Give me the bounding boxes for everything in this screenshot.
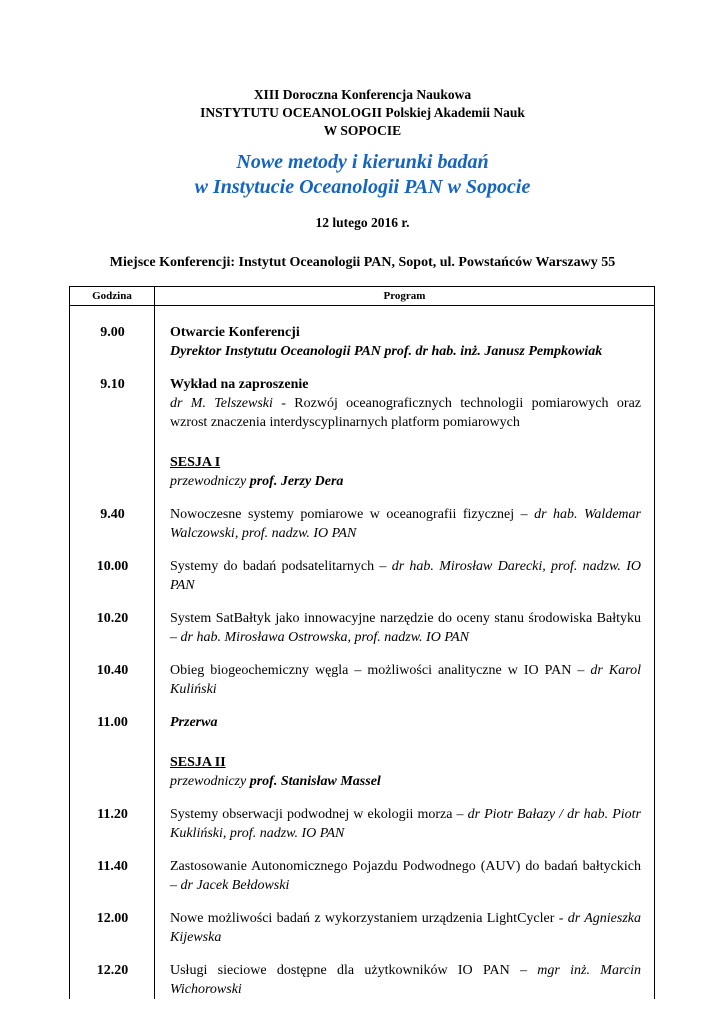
- program-paragraph: [170, 342, 641, 361]
- text-segment: Otwarcie Konferencji: [170, 325, 300, 340]
- program-cell: [155, 609, 654, 647]
- text-segment: dr hab. Mirosława Ostrowska, prof. nadzw. IO PAN: [180, 630, 469, 645]
- text-segment: SESJA II: [170, 755, 226, 770]
- text-segment: Dyrektor Instytutu Oceanologii PAN prof. dr hab. inż. Janusz Pempkowiak: [170, 344, 603, 359]
- time-cell: 11.00: [97, 715, 128, 730]
- program-cell: [155, 661, 654, 699]
- program-row: [70, 453, 654, 491]
- program-cell: [155, 323, 654, 361]
- text-segment: Wykład na zaproszenie: [170, 377, 309, 392]
- time-cell: [70, 453, 155, 491]
- text-segment: Nowoczesne systemy pomiarowe w oceanografii fizycznej –: [170, 507, 535, 522]
- program-row: [70, 805, 654, 843]
- program-row: [70, 909, 654, 947]
- text-segment: Nowe możliwości badań z wykorzystaniem urządzenia LightCycler -: [170, 911, 568, 926]
- title-line-2: w Instytucie Oceanologii PAN w Sopocie: [194, 176, 531, 198]
- program-cell: [155, 961, 654, 999]
- time-cell: 12.20: [96, 963, 129, 978]
- text-segment: Systemy do badań podsatelitarnych –: [170, 559, 392, 574]
- program-cell: [155, 557, 654, 595]
- text-segment: dr hab. Mirosław Darecki, prof. nadzw. IO PAN: [170, 559, 641, 593]
- time-cell: 11.20: [97, 807, 128, 822]
- text-segment: przewodniczy: [170, 774, 250, 789]
- program-paragraph: [170, 805, 641, 843]
- time-cell: [70, 753, 155, 791]
- program-paragraph: [170, 453, 641, 472]
- program-cell: [155, 805, 654, 843]
- header-line-3: W SOPOCIE: [323, 123, 402, 138]
- text-segment: dr Karol Kuliński: [170, 663, 641, 697]
- text-segment: przewodniczy: [170, 474, 250, 489]
- text-segment: mgr inż. Marcin Wichorowski: [170, 963, 641, 997]
- time-cell: 9.00: [100, 325, 125, 340]
- header-line-2: INSTYTUTU OCEANOLOGII Polskiej Akademii Nauk: [200, 105, 525, 120]
- conference-header: [0, 86, 725, 140]
- table-header-godzina: Godzina: [70, 287, 155, 305]
- program-row: [70, 713, 654, 732]
- time-cell: 10.20: [96, 611, 129, 626]
- text-segment: Obieg biogeochemiczny węgla – możliwości analityczne w IO PAN –: [170, 663, 591, 678]
- program-paragraph: [170, 375, 641, 394]
- time-cell: 12.00: [96, 911, 129, 926]
- text-segment: dr Agnieszka Kijewska: [170, 911, 641, 945]
- text-segment: dr Piotr Bałazy / dr hab. Piotr Kukliński, prof. nadzw. IO PAN: [170, 807, 641, 841]
- program-row: [70, 323, 654, 361]
- conference-date: 12 lutego 2016 r.: [315, 215, 410, 230]
- time-cell: 9.40: [100, 507, 125, 522]
- text-segment: Systemy obserwacji podwodnej w ekologii morza –: [170, 807, 468, 822]
- program-row: [70, 375, 654, 432]
- program-paragraph: [170, 909, 641, 947]
- program-row: [70, 661, 654, 699]
- conference-title: [0, 150, 725, 200]
- program-table: [69, 286, 655, 999]
- program-cell: [155, 753, 654, 791]
- program-cell: [155, 713, 654, 732]
- program-paragraph: [170, 557, 641, 595]
- program-cell: [155, 909, 654, 947]
- title-line-1: Nowe metody i kierunki badań: [236, 151, 489, 173]
- text-segment: Przerwa: [170, 715, 218, 730]
- program-cell: [155, 375, 654, 432]
- program-paragraph: [170, 505, 641, 543]
- program-paragraph: [170, 609, 641, 647]
- program-row: [70, 609, 654, 647]
- text-segment: Zastosowanie Autonomicznego Pojazdu Podwodnego (AUV) do badań bałtyckich –: [170, 859, 641, 893]
- program-paragraph: [170, 661, 641, 699]
- text-segment: dr hab. Waldemar Walczowski, prof. nadzw. IO PAN: [170, 507, 641, 541]
- text-segment: dr M. Telszewski: [170, 396, 273, 411]
- time-cell: 11.40: [97, 859, 128, 874]
- program-row: [70, 505, 654, 543]
- program-row: [70, 557, 654, 595]
- text-segment: System SatBałtyk jako innowacyjne narzędzie do oceny stanu środowiska Bałtyku –: [170, 611, 641, 645]
- text-segment: - Rozwój oceanograficznych technologii pomiarowych oraz wzrost znaczenia interdyscyplinarnych platform pomiarowych: [170, 396, 641, 430]
- time-cell: 9.10: [100, 377, 125, 392]
- text-segment: Usługi sieciowe dostępne dla użytkowników IO PAN –: [170, 963, 538, 978]
- program-paragraph: [170, 753, 641, 772]
- conference-venue: Miejsce Konferencji: Instytut Oceanologii PAN, Sopot, ul. Powstańców Warszawy 55: [109, 255, 616, 270]
- time-cell: 10.40: [96, 663, 129, 678]
- program-row: [70, 961, 654, 999]
- program-paragraph: [170, 961, 641, 999]
- program-paragraph: [170, 394, 641, 432]
- table-header-row: [70, 287, 654, 306]
- text-segment: prof. Stanisław Massel: [249, 774, 381, 789]
- time-cell: 10.00: [96, 559, 129, 574]
- text-segment: prof. Jerzy Dera: [249, 474, 344, 489]
- table-header-program: Program: [383, 290, 426, 302]
- text-segment: SESJA I: [170, 455, 221, 470]
- program-cell: [155, 857, 654, 895]
- text-segment: dr Jacek Bełdowski: [180, 878, 290, 893]
- program-cell: [155, 505, 654, 543]
- program-paragraph: [170, 472, 641, 491]
- program-paragraph: [170, 713, 641, 732]
- program-rows: [70, 306, 654, 999]
- program-paragraph: [170, 857, 641, 895]
- header-line-1: XIII Doroczna Konferencja Naukowa: [253, 87, 472, 102]
- program-row: [70, 857, 654, 895]
- program-paragraph: [170, 323, 641, 342]
- program-cell: [155, 453, 654, 491]
- program-row: [70, 753, 654, 791]
- program-paragraph: [170, 772, 641, 791]
